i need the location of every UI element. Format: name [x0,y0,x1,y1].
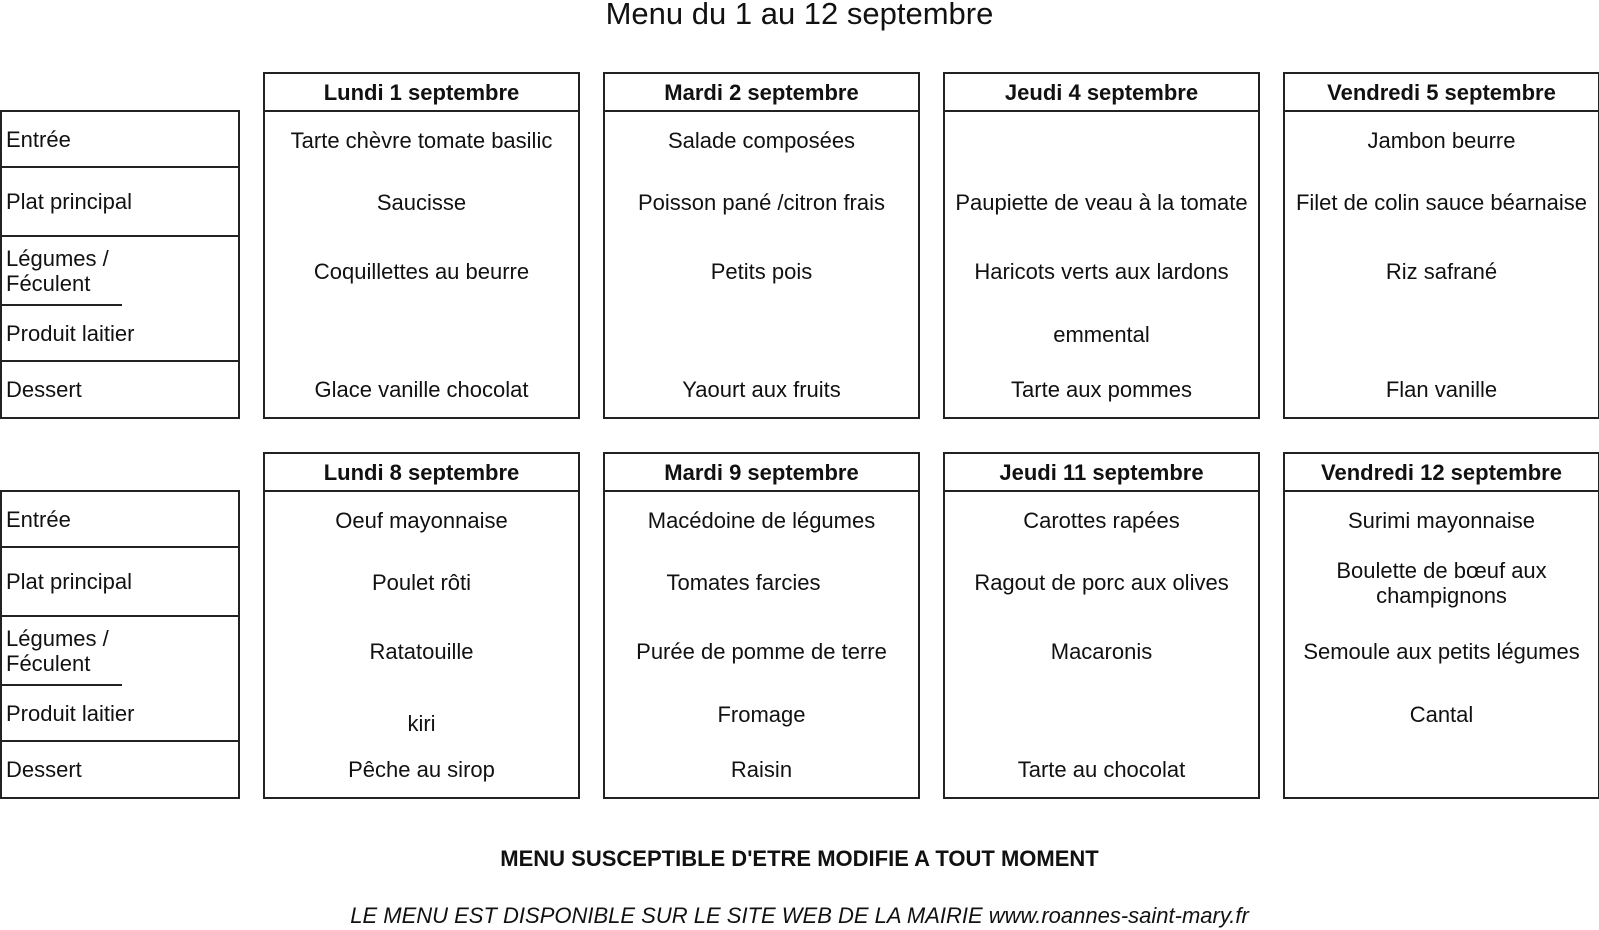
menu-dessert: Yaourt aux fruits [682,377,841,402]
category-dessert: Dessert [6,377,82,402]
category-legumes: Légumes / Féculent [2,237,122,306]
menu-plat: Ragout de porc aux olives [974,570,1229,595]
menu-plat: Saucisse [376,190,467,215]
menu-dessert [1285,742,1598,797]
menu-laitier [945,686,1258,742]
menu-legumes: Haricots verts aux lardons [974,259,1229,284]
category-legumes: Légumes / Féculent [2,617,122,686]
menu-dessert: Tarte au chocolat [1017,757,1186,782]
menu-laitier: Fromage [717,701,806,727]
category-laitier: Produit laitier [2,686,238,742]
menu-dessert: Raisin [730,757,793,782]
menu-dessert: Flan vanille [1385,377,1498,402]
menu-plat: Paupiette de veau à la tomate [955,190,1248,215]
page-title: Menu du 1 au 12 septembre [605,0,994,31]
menu-plat: Poisson pané /citron frais [637,190,886,215]
menu-plat: Filet de colin sauce béarnaise [1295,190,1588,215]
menu-dessert: Pêche au sirop [348,757,495,782]
menu-entree: Carottes rapées [1023,507,1180,533]
menu-legumes: Purée de pomme de terre [636,639,887,664]
menu-laitier [605,306,918,362]
menu-notice: MENU SUSCEPTIBLE D'ETRE MODIFIE A TOUT MOMENT [500,846,1099,871]
category-plat: Plat principal [2,168,238,237]
day-header: Vendredi 12 septembre [1285,454,1598,492]
day-header: Mardi 9 septembre [605,454,918,492]
menu-legumes: Ratatouille [369,639,474,664]
day-column [263,72,580,419]
day-header: Lundi 1 septembre [265,74,578,112]
menu-legumes: Semoule aux petits légumes [1303,639,1580,664]
menu-legumes: Riz safrané [1385,259,1498,284]
day-column [1283,72,1599,419]
category-entree: Entrée [2,112,238,168]
menu-entree [945,112,1258,168]
menu-legumes: Petits pois [710,259,813,284]
day-column [1283,452,1599,799]
day-header: Mardi 2 septembre [605,74,918,112]
category-labels-week1 [0,110,240,419]
menu-dessert: Tarte aux pommes [1011,377,1192,402]
menu-plat: Boulette de bœuf aux champignons [1336,557,1547,608]
day-column [943,452,1260,799]
menu-laitier: emmental [1053,321,1150,347]
day-header: Lundi 8 septembre [265,454,578,492]
day-header: Vendredi 5 septembre [1285,74,1598,112]
menu-laitier: kiri [407,710,436,736]
menu-entree: Salade composées [667,127,856,153]
menu-entree: Jambon beurre [1367,127,1516,153]
menu-laitier [1285,306,1598,362]
menu-legumes: Coquillettes au beurre [313,259,530,284]
day-header: Jeudi 11 septembre [945,454,1258,492]
day-column [603,72,920,419]
menu-plat: Poulet rôti [371,570,472,595]
category-dessert: Dessert [6,757,82,782]
day-header: Jeudi 4 septembre [945,74,1258,112]
day-column [943,72,1260,419]
menu-entree: Surimi mayonnaise [1347,507,1536,533]
menu-entree: Oeuf mayonnaise [335,507,508,533]
category-plat: Plat principal [2,548,238,617]
menu-laitier [265,306,578,362]
menu-dessert: Glace vanille chocolat [314,377,529,402]
menu-entree: Tarte chèvre tomate basilic [290,127,553,153]
category-labels-week2 [0,490,240,799]
day-column [603,452,920,799]
menu-plat: Tomates farcies [666,570,821,595]
website-note: LE MENU EST DISPONIBLE SUR LE SITE WEB DE LA MAIRIE www.roannes-saint-mary.fr [350,903,1249,928]
menu-entree: Macédoine de légumes [647,507,876,533]
day-column [263,452,580,799]
category-laitier: Produit laitier [2,306,238,362]
menu-laitier: Cantal [1409,701,1474,727]
menu-legumes: Macaronis [1050,639,1153,664]
category-entree: Entrée [2,492,238,548]
